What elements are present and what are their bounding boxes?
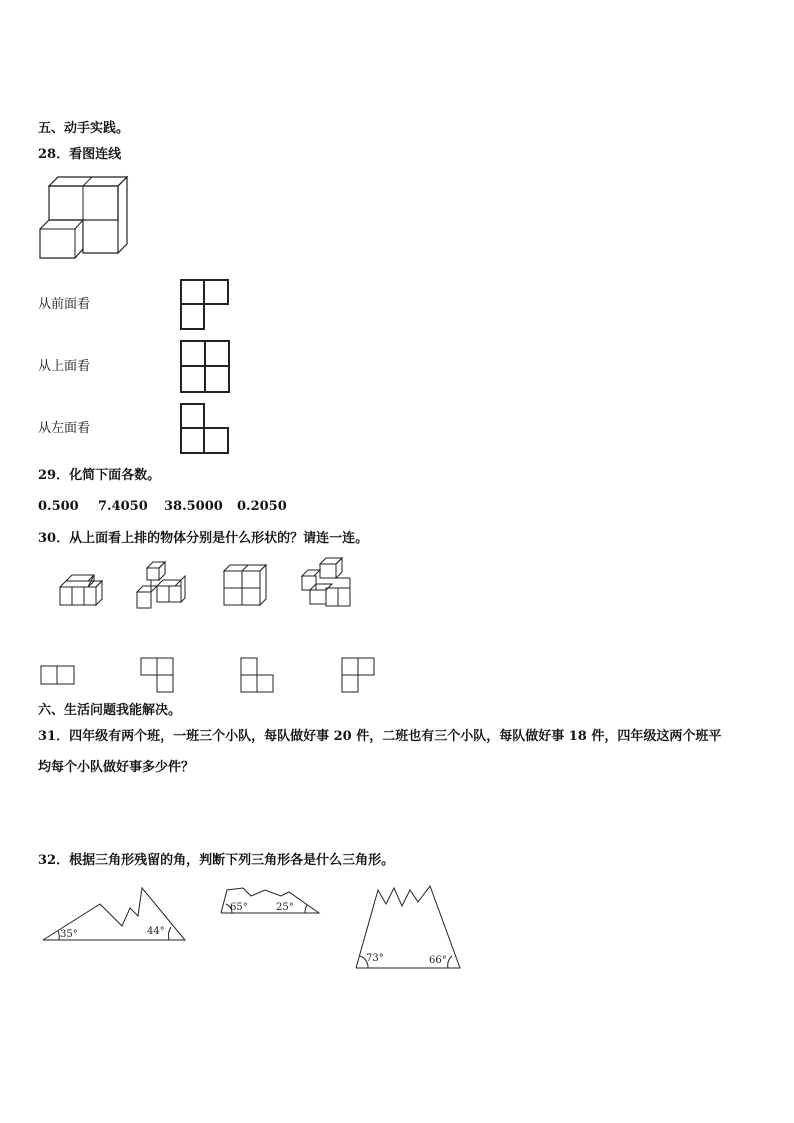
q29-number-3: 38.5000 — [164, 499, 223, 514]
q30-object-4 — [300, 558, 356, 610]
q29-number-4: 0.2050 — [237, 499, 287, 514]
left-view-figure — [180, 403, 230, 455]
triangle-3-left-angle: 73° — [366, 953, 384, 964]
triangle-1-left-angle: 35° — [60, 929, 78, 940]
q30-object-2 — [135, 562, 187, 612]
q32-triangle-2 — [219, 886, 323, 916]
question-32-title: 32．根据三角形残留的角，判断下列三角形各是什么三角形。 — [38, 853, 395, 868]
q29-number-1: 0.500 — [38, 499, 79, 514]
top-view-figure — [180, 340, 232, 394]
q30-view-c — [240, 657, 276, 695]
question-28-title: 28．看图连线 — [38, 147, 122, 162]
view-label-top: 从上面看 — [38, 359, 91, 374]
triangle-3-right-angle: 66° — [429, 955, 447, 966]
question-31-line-2: 均每个小队做好事多少件？ — [38, 760, 195, 775]
q28-cube-figure — [40, 172, 132, 262]
q32-triangle-1 — [42, 886, 188, 944]
triangle-2-right-angle: 25° — [276, 902, 294, 913]
front-view-figure — [180, 279, 230, 331]
q29-number-2: 7.4050 — [98, 499, 148, 514]
question-31-line-1: 31．四年级有两个班，一班三个小队，每队做好事 20 件，二班也有三个小队，每队做好事 18 件，四年级这两个班平 — [38, 729, 722, 744]
q30-object-1 — [56, 575, 104, 609]
view-label-left: 从左面看 — [38, 421, 91, 436]
q30-view-a — [40, 665, 76, 687]
question-30-title: 30．从上面看上排的物体分别是什么形状的？请连一连。 — [38, 531, 369, 546]
section-heading-5: 五、动手实践。 — [38, 121, 130, 136]
triangle-1-right-angle: 44° — [147, 926, 165, 937]
section-heading-6: 六、生活问题我能解决。 — [38, 703, 182, 718]
triangle-2-left-angle: 65° — [230, 902, 248, 913]
question-29-title: 29．化简下面各数。 — [38, 468, 161, 483]
q30-view-b — [140, 657, 176, 695]
q32-triangle-3 — [354, 884, 464, 972]
q30-object-3 — [220, 563, 270, 609]
view-label-front: 从前面看 — [38, 297, 91, 312]
q30-view-d — [341, 657, 377, 695]
